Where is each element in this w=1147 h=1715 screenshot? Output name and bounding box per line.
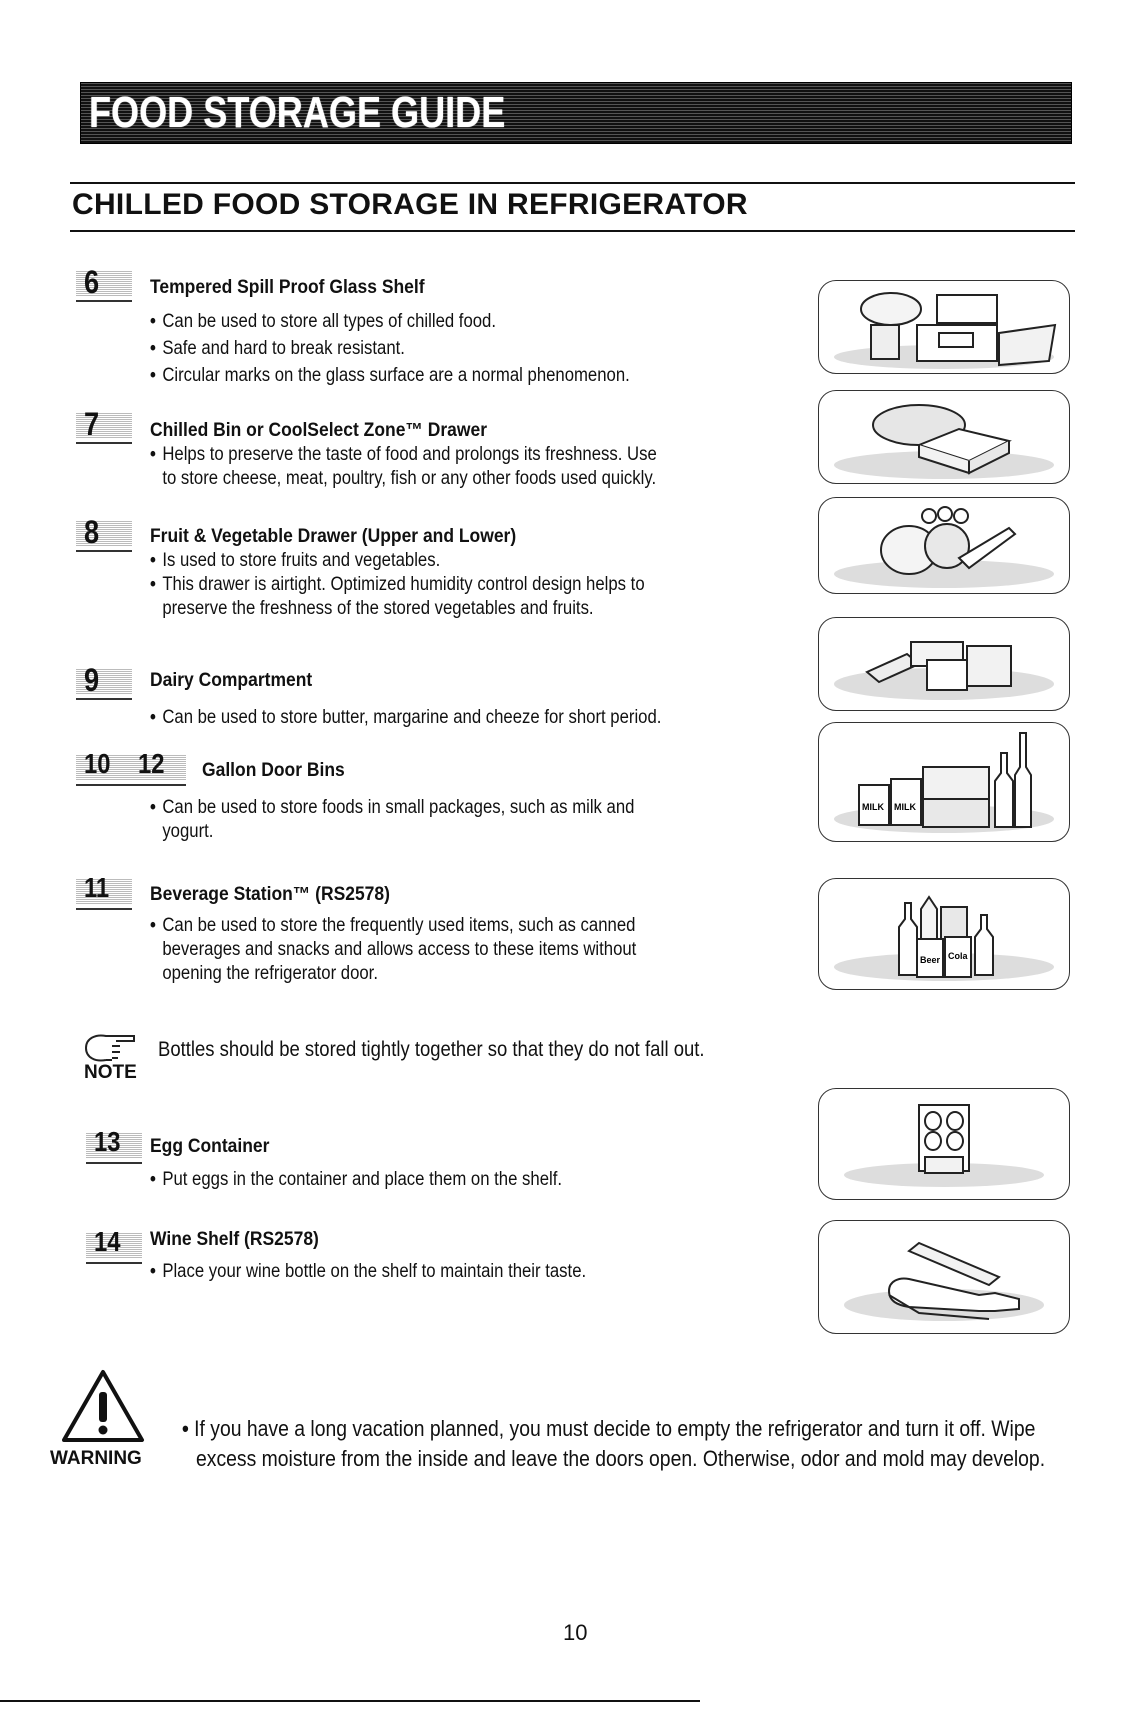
vegetable-drawer-illustration xyxy=(818,497,1070,594)
bullet-continuation: preserve the freshness of the stored vegetables and fruits. xyxy=(162,598,594,619)
note-pointing-hand-icon xyxy=(82,1030,142,1066)
bullet: • Can be used to store the frequently used items, such as canned xyxy=(150,915,636,936)
bullet: • Safe and hard to break resistant. xyxy=(150,338,405,359)
glass-shelf-illustration xyxy=(818,280,1070,374)
heading-top-rule xyxy=(70,182,1075,184)
warning-text-line-1: • If you have a long vacation planned, you must decide to empty the refrigerator and turn it off. Wipe xyxy=(182,1416,1036,1441)
item-number: 9 xyxy=(84,662,100,698)
item-bullets xyxy=(150,1260,646,1284)
item-number-badge xyxy=(76,662,132,698)
bottom-rule xyxy=(0,1700,700,1702)
item-number-badge xyxy=(86,1126,142,1162)
item-number: 6 xyxy=(84,264,100,300)
item-title: Beverage Station™ (RS2578) xyxy=(150,884,390,905)
note-label: NOTE xyxy=(84,1062,137,1083)
gallon-door-bins-illustration xyxy=(818,722,1070,842)
item-number-badge xyxy=(86,1226,142,1262)
item-bullets xyxy=(150,706,731,730)
item-number: 13 xyxy=(94,1126,121,1157)
item-number: 12 xyxy=(138,748,165,779)
bullet: • Is used to store fruits and vegetables. xyxy=(150,550,441,571)
bullet: • Put eggs in the container and place them on the shelf. xyxy=(150,1169,563,1190)
item-title: Gallon Door Bins xyxy=(202,760,345,781)
bullet-continuation: to store cheese, meat, poultry, fish or any other foods used quickly. xyxy=(162,468,657,489)
item-bullets xyxy=(150,310,695,388)
egg-container-illustration xyxy=(818,1088,1070,1200)
item-bullets xyxy=(150,914,703,986)
item-number: 7 xyxy=(84,406,100,442)
item-bullets xyxy=(150,1168,618,1192)
butter-margarine-image xyxy=(819,618,1069,710)
milk-carton-label: MILK xyxy=(862,802,884,812)
item-number: 11 xyxy=(84,872,110,903)
cola-can-label: Cola xyxy=(948,951,968,961)
item-number-badge xyxy=(76,748,132,784)
note-text: Bottles should be stored tightly together so that they do not fall out. xyxy=(158,1038,705,1061)
bullet: • Place your wine bottle on the shelf to maintain their taste. xyxy=(150,1261,587,1282)
item-title: Chilled Bin or CoolSelect Zone™ Drawer xyxy=(150,420,488,441)
item-title: Fruit & Vegetable Drawer (Upper and Lower) xyxy=(150,526,517,547)
food-containers-image xyxy=(819,281,1069,373)
beverage-station-illustration xyxy=(818,878,1070,990)
wine-bottle-image xyxy=(819,1221,1069,1333)
bullet-continuation: beverages and snacks and allows access to these items without xyxy=(162,939,637,960)
bullet: • Can be used to store all types of chilled food. xyxy=(150,311,497,332)
item-number-badge xyxy=(76,406,132,442)
warning-triangle-icon xyxy=(60,1368,146,1444)
bullet: • Helps to preserve the taste of food and prolongs its freshness. Use xyxy=(150,444,657,465)
egg-tray-image xyxy=(819,1089,1069,1199)
bullet: • This drawer is airtight. Optimized humidity control design helps to xyxy=(150,574,645,595)
item-number-badge xyxy=(76,872,132,908)
milk-and-bottles-image xyxy=(819,723,1069,841)
item-bullets xyxy=(150,796,701,844)
fruits-vegetables-image xyxy=(819,498,1069,593)
item-number-badge xyxy=(76,514,132,550)
bullet: • Circular marks on the glass surface are a normal phenomenon. xyxy=(150,365,630,386)
bullet-continuation: opening the refrigerator door. xyxy=(162,963,378,984)
item-number: 8 xyxy=(84,514,100,550)
item-number: 10 xyxy=(84,748,111,779)
bullet: • Can be used to store foods in small packages, such as milk and xyxy=(150,797,635,818)
bullet: • Can be used to store butter, margarine and cheeze for short period. xyxy=(150,707,662,728)
item-number: 14 xyxy=(94,1226,121,1257)
meat-and-cheese-image xyxy=(819,391,1069,483)
banner-title: FOOD STORAGE GUIDE xyxy=(89,88,506,137)
dairy-compartment-illustration xyxy=(818,617,1070,711)
wine-shelf-illustration xyxy=(818,1220,1070,1334)
item-title: Dairy Compartment xyxy=(150,670,313,691)
heading-bottom-rule xyxy=(70,230,1075,232)
beverages-image xyxy=(819,879,1069,989)
bullet-continuation: yogurt. xyxy=(162,821,214,842)
warning-label: WARNING xyxy=(50,1448,142,1469)
item-title: Egg Container xyxy=(150,1136,270,1157)
guide-banner xyxy=(80,82,1072,144)
milk-carton-label: MILK xyxy=(894,802,916,812)
section-heading: CHILLED FOOD STORAGE IN REFRIGERATOR xyxy=(72,188,748,221)
item-number-badge xyxy=(76,264,132,300)
item-bullets xyxy=(150,549,712,621)
page-number: 10 xyxy=(563,1620,588,1645)
item-bullets xyxy=(150,443,726,491)
chilled-bin-illustration xyxy=(818,390,1070,484)
item-title: Wine Shelf (RS2578) xyxy=(150,1229,319,1250)
warning-text-line-2: excess moisture from the inside and leave the doors open. Otherwise, odor and mold may develop. xyxy=(196,1446,1046,1471)
item-number-badge xyxy=(130,748,186,784)
item-title: Tempered Spill Proof Glass Shelf xyxy=(150,277,425,298)
beer-can-label: Beer xyxy=(920,955,941,965)
